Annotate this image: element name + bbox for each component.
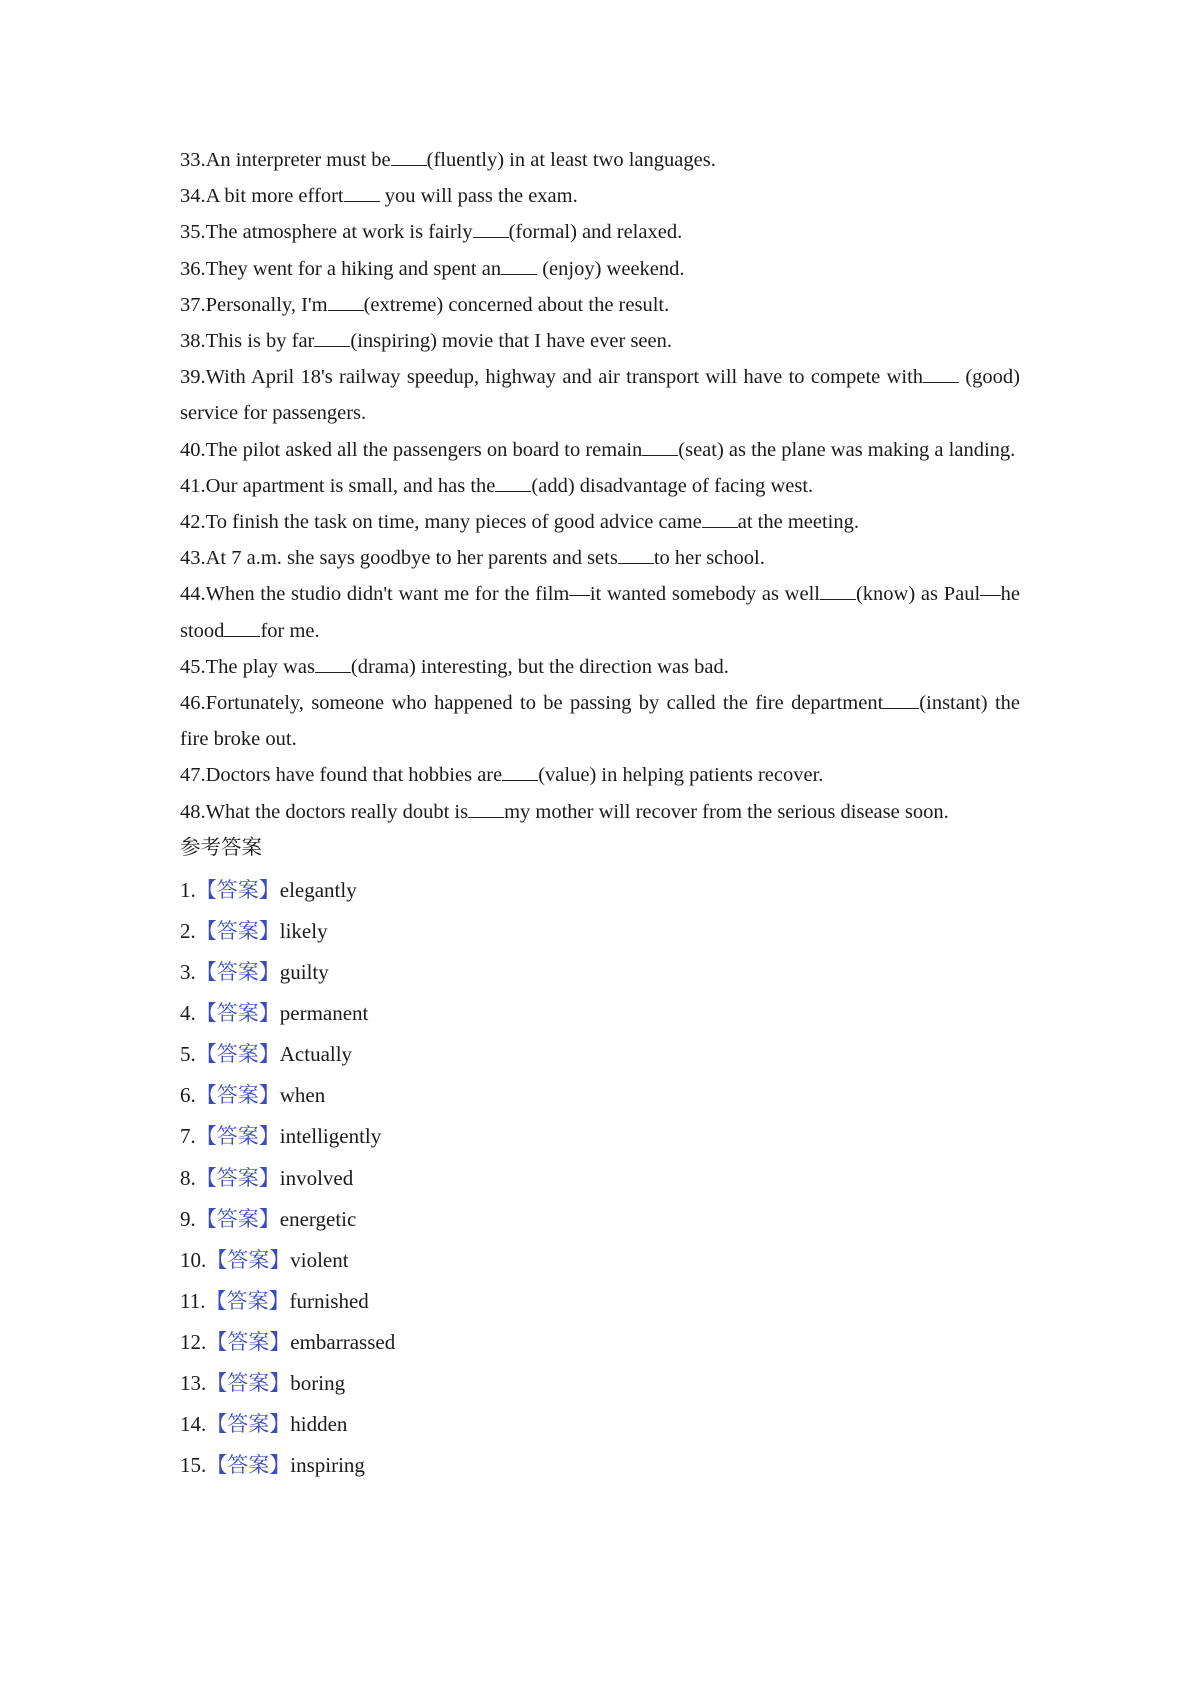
question-number: 42. [180,511,206,534]
answer-text: involved [279,1165,354,1190]
document-content [180,142,1020,1486]
answer-number: 14. [180,1412,207,1437]
answer-item [180,870,1020,911]
question-item [180,468,1020,504]
question-number: 48. [180,800,206,823]
question-item [180,649,1020,685]
answer-text: Actually [279,1042,353,1067]
answer-text: inspiring [290,1453,365,1478]
question-item [180,540,1020,576]
question-text: An interpreter must be [205,149,391,171]
answer-number: 4. [180,1001,196,1026]
answer-blank [642,437,678,456]
answer-tag: 【答案】 [206,1370,291,1395]
question-text: (add) disadvantage of facing west. [531,474,814,497]
answer-blank [344,183,380,202]
question-number: 34. [180,185,206,208]
question-text: To finish the task on time, many pieces of good advice came [205,511,702,534]
question-item [180,142,1020,178]
question-text: (seat) as the plane was making a landing. [678,438,1016,461]
answer-blank [473,219,509,238]
answer-blank [618,545,654,564]
question-item [180,178,1020,214]
answer-item [180,1158,1020,1199]
answer-text: violent [290,1247,349,1272]
question-item [180,757,1020,793]
question-item [180,359,1020,431]
answer-number: 5. [180,1042,196,1067]
answer-tag: 【答案】 [195,877,280,902]
question-list [180,142,1020,830]
question-item [180,214,1020,250]
answer-blank [468,799,504,818]
answer-item [180,1363,1020,1404]
answer-text: embarrassed [290,1329,396,1354]
answer-item [180,1116,1020,1157]
answer-item [180,1404,1020,1445]
answer-text: elegantly [279,877,357,902]
question-text: A bit more effort [205,185,344,208]
answer-text: guilty [279,960,329,985]
answer-blank [314,328,350,347]
answer-tag: 【答案】 [195,1124,280,1149]
question-item [180,432,1020,468]
answer-number: 11. [180,1288,206,1313]
answer-text: hidden [290,1412,348,1437]
answer-number: 10. [180,1247,207,1272]
question-text: (drama) interesting, but the direction was bad. [350,655,729,678]
question-item [180,323,1020,359]
answer-tag: 【答案】 [206,1329,291,1354]
answer-item [180,1322,1020,1363]
question-text: (know) as Paul—he stood [180,583,1020,642]
answer-text: boring [290,1370,346,1395]
answer-number: 3. [180,960,196,985]
answer-number: 8. [180,1165,196,1190]
question-number: 45. [180,655,206,678]
question-item [180,251,1020,287]
question-text: When the studio didn't want me for the film—it wanted somebody as well [205,583,820,606]
question-number: 33. [180,149,206,171]
answer-blank [495,473,531,492]
answer-blank [883,690,919,709]
question-text: for me. [260,619,320,642]
answer-text: energetic [279,1206,357,1231]
answer-tag: 【答案】 [206,1247,291,1272]
answer-text: likely [279,918,328,943]
question-number: 38. [180,330,206,353]
answer-blank [391,147,427,166]
question-text: (formal) and relaxed. [508,221,683,244]
question-text: to her school. [653,547,765,570]
answer-text: when [279,1083,326,1108]
question-item [180,685,1020,757]
answer-blank [820,581,856,600]
question-text: (good) service for passengers. [180,366,1020,425]
question-item [180,504,1020,540]
answer-blank [923,364,959,383]
answer-tag: 【答案】 [195,1165,280,1190]
question-text: you will pass the exam. [379,185,578,208]
answer-number: 1. [180,877,196,902]
question-text: (fluently) in at least two languages. [426,149,716,171]
answer-text: permanent [279,1001,369,1026]
answer-text: furnished [289,1288,369,1313]
answer-section-title: 参考答案 [180,836,262,859]
question-text: my mother will recover from the serious disease soon. [504,800,949,823]
question-number: 44. [180,583,206,606]
answer-tag: 【答案】 [195,1001,280,1026]
answer-item [180,1199,1020,1240]
question-number: 36. [180,257,206,280]
question-text: (extreme) concerned about the result. [363,293,670,316]
question-text: With April 18's railway speedup, highway and air transport will have to compete with [205,366,924,389]
answer-item [180,911,1020,952]
answer-item [180,993,1020,1034]
answer-number: 6. [180,1083,196,1108]
question-text: The play was [205,655,315,678]
question-text: (inspiring) movie that I have ever seen. [350,330,672,353]
question-number: 41. [180,474,206,497]
question-item [180,576,1020,648]
answer-number: 7. [180,1124,196,1149]
answer-item [180,1281,1020,1322]
answer-number: 9. [180,1206,196,1231]
question-text: (enjoy) weekend. [537,257,685,280]
question-text: Our apartment is small, and has the [205,474,496,497]
answer-blank [224,618,260,637]
answer-number: 15. [180,1453,207,1478]
answer-list [180,870,1020,1486]
question-number: 35. [180,221,206,244]
answer-blank [501,256,537,275]
question-text: Doctors have found that hobbies are [205,764,503,787]
answer-item [180,1445,1020,1486]
question-number: 46. [180,692,206,715]
answer-blank [502,762,538,781]
question-number: 40. [180,438,206,461]
answer-tag: 【答案】 [206,1412,291,1437]
answer-tag: 【答案】 [195,1083,280,1108]
question-text: At 7 a.m. she says goodbye to her parents and sets [205,547,618,570]
question-number: 43. [180,547,206,570]
answer-item [180,1075,1020,1116]
question-text: Personally, I'm [205,293,328,316]
question-text: (instant) the fire broke out. [180,692,1020,751]
question-number: 39. [180,366,206,389]
answer-item [180,952,1020,993]
answer-number: 2. [180,918,196,943]
question-text: They went for a hiking and spent an [205,257,502,280]
answer-item [180,1034,1020,1075]
answer-tag: 【答案】 [195,960,280,985]
question-text: This is by far [205,330,315,353]
question-text: at the meeting. [737,511,859,534]
question-text: What the doctors really doubt is [205,800,469,823]
question-text: The atmosphere at work is fairly [205,221,473,244]
answer-number: 13. [180,1370,207,1395]
answer-blank [315,654,351,673]
question-number: 47. [180,764,206,787]
answer-number: 12. [180,1329,207,1354]
question-text: The pilot asked all the passengers on board to remain [205,438,643,461]
answer-tag: 【答案】 [205,1288,290,1313]
answer-tag: 【答案】 [206,1453,291,1478]
question-text: Fortunately, someone who happened to be passing by called the fire department [205,692,884,715]
question-item [180,794,1020,830]
answer-blank [328,292,364,311]
answer-tag: 【答案】 [195,1206,280,1231]
answer-text: intelligently [279,1124,382,1149]
answer-blank [702,509,738,528]
answer-item [180,1240,1020,1281]
question-text: (value) in helping patients recover. [538,764,824,787]
question-item [180,287,1020,323]
answer-tag: 【答案】 [195,918,280,943]
answer-tag: 【答案】 [195,1042,280,1067]
question-number: 37. [180,293,206,316]
